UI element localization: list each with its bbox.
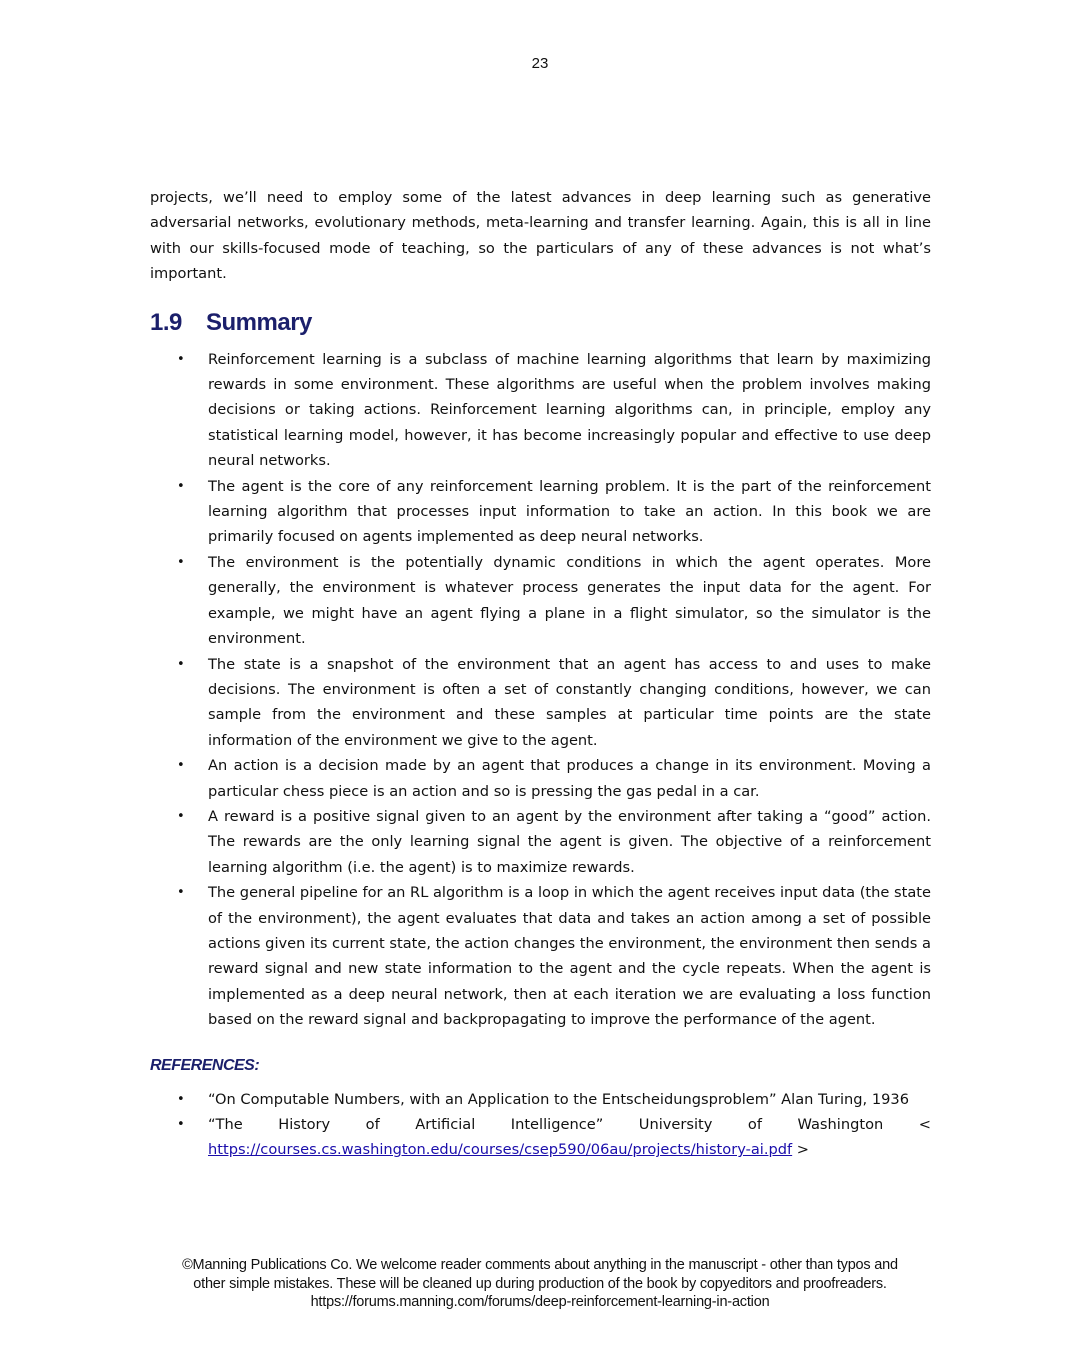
footer-url: https://forums.manning.com/forums/deep-reinforcement-learning-in-action (310, 1294, 770, 1310)
bullet-icon: • (177, 808, 185, 824)
bullet-icon: • (177, 885, 185, 901)
bullet-icon: • (177, 1117, 185, 1132)
reference-link[interactable]: https://courses.cs.washington.edu/courses/csep590/06au/projects/history-ai.pdf (208, 1141, 793, 1159)
bullet-icon: • (177, 758, 185, 774)
section-title: Summary (206, 308, 312, 336)
section-heading (150, 309, 931, 337)
footer-line: other simple mistakes. These will be cleaned up during production of the book by copyeditors and proofreaders. (193, 1275, 887, 1292)
list-item (150, 804, 931, 880)
section-number: 1.9 (150, 308, 182, 336)
list-item-text: Reinforcement learning is a subclass of machine learning algorithms that learn by maximizing rewards in some environment. These algorithms are useful when the problem involves making decisions or taking actions. Reinforcement learning algorithms can, in principle, employ any statistical learning model, however, it has become increasingly popular and effective to use deep neural networks. (208, 350, 931, 470)
list-item (150, 880, 931, 1032)
bullet-icon: • (177, 1091, 185, 1107)
summary-list (150, 347, 931, 1033)
reference-item (150, 1112, 931, 1163)
bullet-icon: • (177, 351, 185, 367)
list-item-text: An action is a decision made by an agent that produces a change in its environment. Moving a particular chess piece is an action and so is pressing the gas pedal in a car. (208, 757, 931, 800)
list-item-text: A reward is a positive signal given to an agent by the environment after taking a “good” action. The rewards are the only learning signal the agent is given. The objective of a reinforcement learning algorithm (i.e. the agent) is to maximize rewards. (208, 807, 931, 876)
bullet-icon: • (177, 656, 185, 672)
intro-paragraph: projects, we’ll need to employ some of the latest advances in deep learning such as generative adversarial networks, evolutionary methods, meta-learning and transfer learning. Again, this is all in line with our skills-focused mode of teaching, so the particulars of any of these advances is not what’s important. (150, 189, 931, 283)
page-footer (0, 1256, 1080, 1312)
page-number: 23 (531, 55, 549, 72)
page-content (150, 185, 931, 1163)
bullet-icon: • (177, 554, 185, 570)
list-item (150, 474, 931, 550)
list-item-text: The environment is the potentially dynamic conditions in which the agent operates. More generally, the environment is whatever process generates the input data for the agent. For example, we might have an agent flying a plane in a flight simulator, so the simulator is the environment. (208, 553, 931, 648)
footer-line: ©Manning Publications Co. We welcome reader comments about anything in the manuscript - other than typos and (182, 1257, 898, 1273)
list-item (150, 753, 931, 804)
list-item-text: The general pipeline for an RL algorithm is a loop in which the agent receives input data (the state of the environment), the agent evaluates that data and takes an action among a set of possible actions given its current state, the action changes the environment, the environment then sends a reward signal and new state information to the agent and the cycle repeats. When the agent is implemented as a deep neural network, then at each iteration we are evaluating a loss function based on the reward signal and backpropagating to improve the performance of the agent. (208, 884, 931, 1029)
references-list (150, 1087, 931, 1163)
reference-text: “On Computable Numbers, with an Application to the Entscheidungsproblem” Alan Turing, 1936 (208, 1090, 909, 1108)
reference-item (150, 1087, 931, 1112)
link-bracket-close: > (796, 1141, 810, 1159)
list-item (150, 550, 931, 652)
references-heading: REFERENCES: (150, 1056, 260, 1074)
list-item-text: The agent is the core of any reinforcement learning problem. It is the part of the reinforcement learning algorithm that processes input information to take an action. In this book we are primarily focused on agents implemented as deep neural networks. (208, 477, 931, 546)
list-item (150, 347, 931, 474)
bullet-icon: • (177, 478, 185, 494)
list-item-text: The state is a snapshot of the environment that an agent has access to and uses to make decisions. The environment is often a set of constantly changing conditions, however, we can sample from the environment and these samples at particular time points are the state information of the environment we give to the agent. (208, 655, 931, 749)
list-item (150, 652, 931, 754)
reference-text: “The History of Artificial Intelligence” University of Washington (208, 1116, 884, 1133)
link-bracket-open: < (918, 1116, 932, 1133)
